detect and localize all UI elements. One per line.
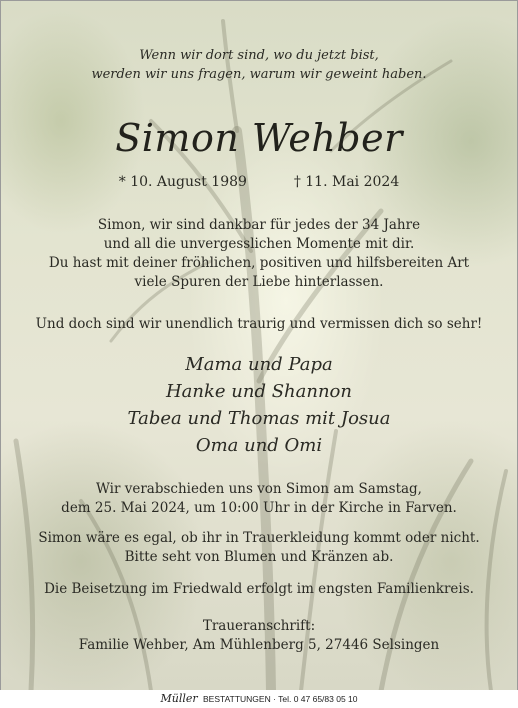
grief-line: Und doch sind wir unendlich traurig und vermissen dich so sehr! [35, 316, 483, 332]
obituary-content [1, 1, 517, 691]
address-label: Traueranschrift: [202, 618, 316, 634]
undertaker-footer [0, 690, 518, 708]
tribute-line-3: Du hast mit deiner fröhlichen, positiven und hilfsbereiten Art [48, 255, 470, 271]
deceased-name: Simon Wehber [115, 116, 403, 160]
tribute-line-2: und all die unvergesslichen Momente mit dir. [103, 236, 415, 252]
farewell-line-1: Wir verabschieden uns von Simon am Samstag, [96, 481, 422, 497]
clothing-line-2: Bitte seht von Blumen und Kränzen ab. [124, 549, 394, 565]
clothing-line-1: Simon wäre es egal, ob ihr in Trauerkleidung kommt oder nicht. [38, 530, 480, 546]
address-line: Familie Wehber, Am Mühlenberg 5, 27446 Selsingen [78, 637, 440, 653]
family-line-2: Hanke und Shannon [165, 381, 352, 402]
verse-line-1: Wenn wir dort sind, wo du jetzt bist, [139, 48, 379, 63]
tribute-line-4: viele Spuren der Liebe hinterlassen. [134, 274, 384, 290]
death-date: † 11. Mai 2024 [293, 174, 400, 190]
family-line-1: Mama und Papa [185, 354, 333, 375]
undertaker-contact: BESTATTUNGEN · Tel. 0 47 65/83 05 10 [203, 694, 358, 704]
burial-line: Die Beisetzung im Friedwald erfolgt im engsten Familienkreis. [44, 581, 474, 597]
life-dates [1, 174, 517, 190]
farewell-line-2: dem 25. Mai 2024, um 10:00 Uhr in der Kirche in Farven. [61, 500, 457, 516]
birth-date: * 10. August 1989 [118, 174, 247, 190]
family-line-4: Oma und Omi [195, 435, 323, 456]
family-line-3: Tabea und Thomas mit Josua [127, 408, 391, 429]
tribute-line-1: Simon, wir sind dankbar für jedes der 34 Jahre [97, 217, 421, 233]
verse-line-2: werden wir uns fragen, warum wir geweint haben. [91, 67, 427, 82]
undertaker-logo: Müller [160, 692, 198, 705]
